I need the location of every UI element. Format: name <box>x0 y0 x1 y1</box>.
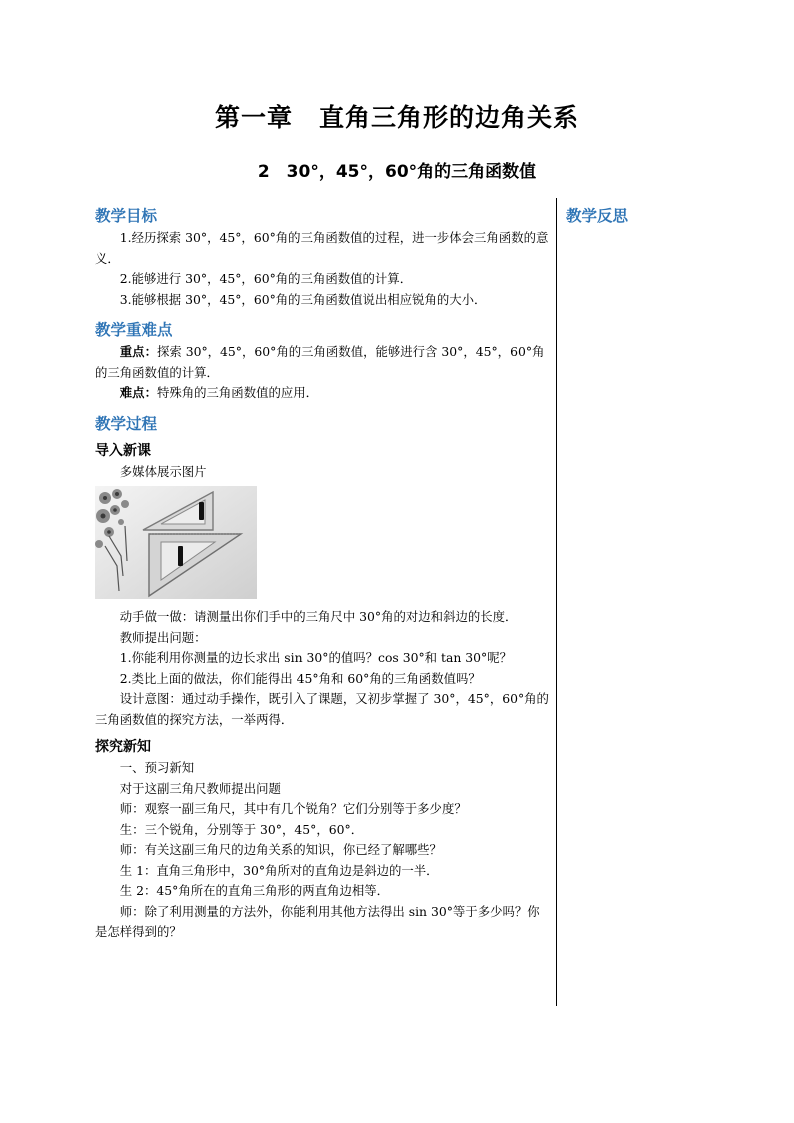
objectives-heading: 教学目标 <box>95 207 158 225</box>
difficulty-paragraph <box>95 383 550 404</box>
explore-paragraph: 生 1：直角三角形中，30°角所对的直角边是斜边的一半． <box>119 862 439 878</box>
intro-paragraph: 动手做一做：请测量出你们手中的三角尺中 30°角的对边和斜边的长度． <box>119 609 518 624</box>
intro-paragraph: 1.你能利用你测量的边长求出 sin 30°的值吗？cos 30°和 tan 30°呢？ <box>119 650 513 665</box>
intro-line: 多媒体展示图片 <box>119 463 207 479</box>
chapter-title: 第一章 直角三角形的边角关系 <box>214 103 579 132</box>
focus-text: 探索 30°，45°，60°角的三角函数值，能够进行含 30°，45°，60°角的三角函数值的计算． <box>95 344 545 380</box>
reflection-heading: 教学反思 <box>566 207 629 225</box>
column-divider <box>556 198 557 1006</box>
difficulty-text: 特殊角的三角函数值的应用． <box>156 385 319 400</box>
explore-paragraph: 一、预习新知 <box>119 760 195 775</box>
objective-item: 3.能够根据 30°，45°，60°角的三角函数值说出相应锐角的大小． <box>119 291 487 307</box>
explore-paragraph: 师：观察一副三角尺，其中有几个锐角？它们分别等于多少度？ <box>119 801 467 816</box>
explore-heading: 探究新知 <box>95 739 151 755</box>
process-heading: 教学过程 <box>95 414 158 433</box>
objective-item: 1.经历探索 30°，45°，60°角的三角函数值的过程，进一步体会三角函数的意义． <box>95 230 549 266</box>
key-points-heading: 教学重难点 <box>95 321 173 339</box>
explore-paragraph: 师：有关这副三角尺的边角关系的知识，你已经了解哪些？ <box>119 842 442 857</box>
explore-paragraph: 生：三个锐角，分别等于 30°，45°，60°． <box>119 821 364 837</box>
intro-paragraph: 设计意图：通过动手操作，既引入了课题，又初步掌握了 30°，45°，60°角的三角函数值的探究方法，一举两得． <box>95 691 549 727</box>
section-title: 2 30°，45°，60°角的三角函数值 <box>257 162 537 182</box>
explore-paragraph: 对于这副三角尺教师提出问题 <box>119 780 281 796</box>
triangle-rulers-photo <box>95 486 257 599</box>
objective-item: 2.能够进行 30°，45°，60°角的三角函数值的计算． <box>119 271 413 286</box>
focus-paragraph <box>95 342 550 383</box>
intro-heading: 导入新课 <box>95 442 151 459</box>
difficulty-label: 难点： <box>119 385 157 400</box>
intro-paragraph: 教师提出问题： <box>119 629 207 645</box>
main-column <box>95 202 550 943</box>
explore-paragraph: 生 2：45°角所在的直角三角形的两直角边相等． <box>119 883 390 898</box>
intro-paragraph: 2.类比上面的做法，你们能得出 45°角和 60°角的三角函数值吗？ <box>119 670 481 686</box>
focus-label: 重点： <box>119 344 157 359</box>
explore-paragraph: 师：除了利用测量的方法外，你能利用其他方法得出 sin 30°等于多少吗？你是怎样得到的？ <box>95 903 540 939</box>
